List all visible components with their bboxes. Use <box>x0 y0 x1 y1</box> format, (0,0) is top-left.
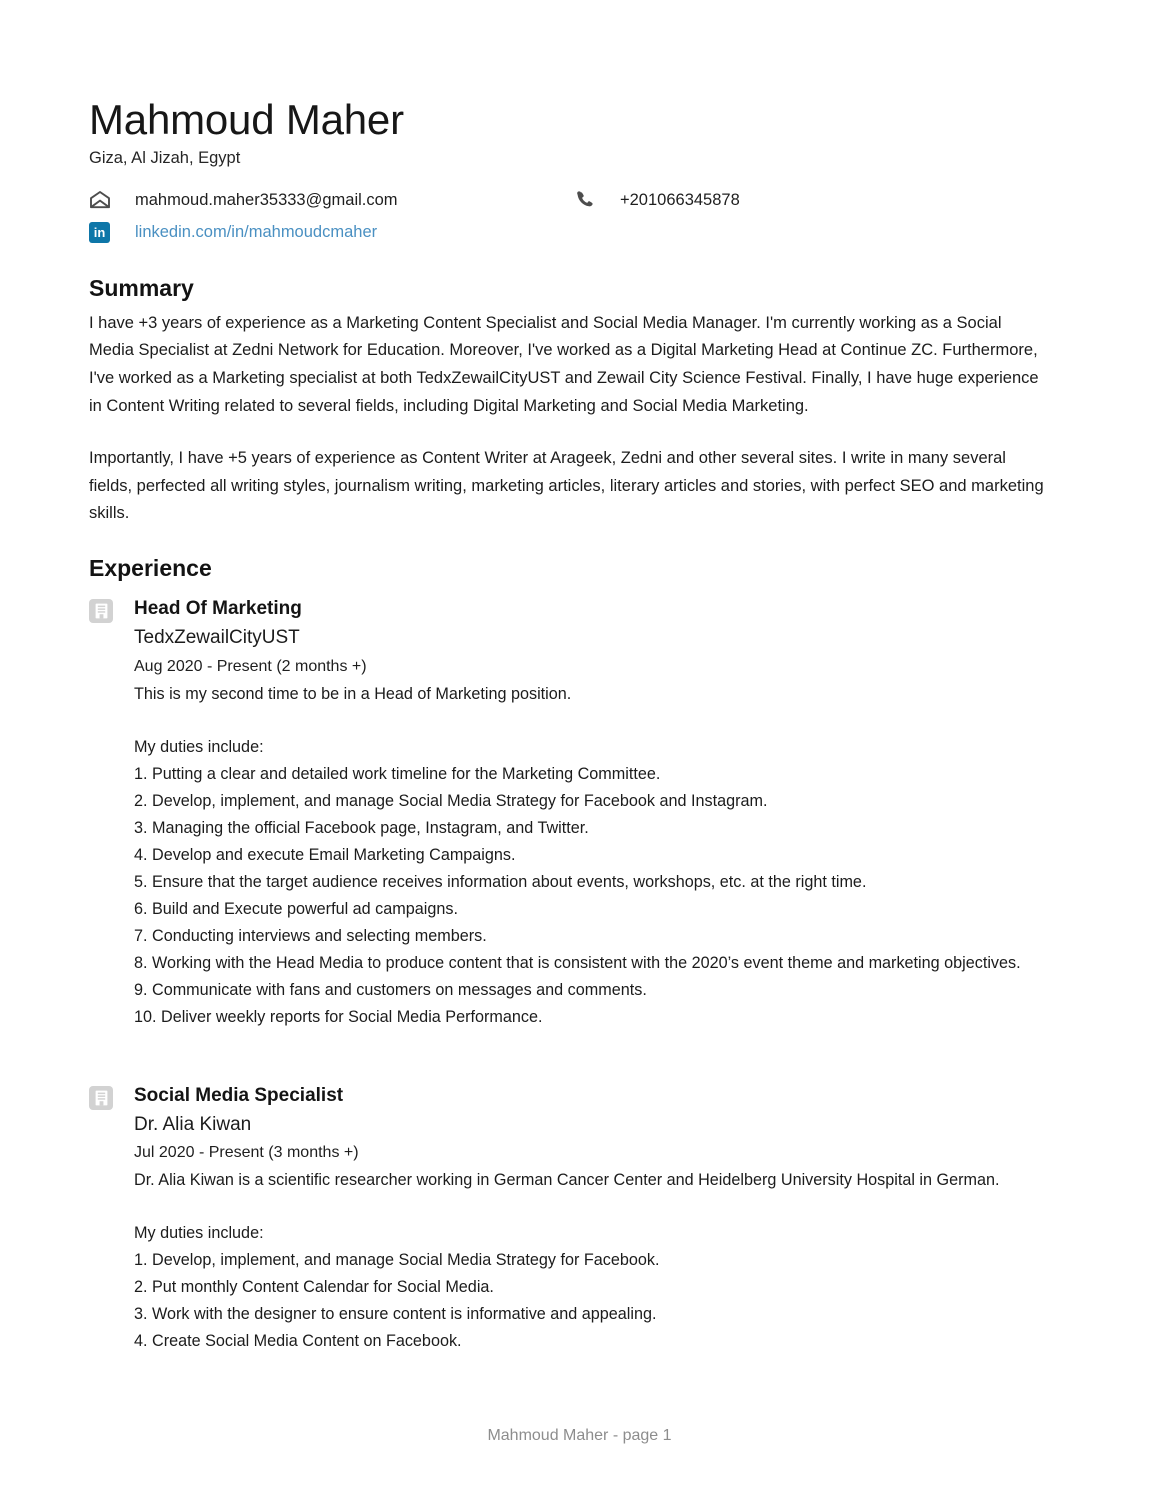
company-building-icon <box>89 1086 113 1110</box>
company-name: TedxZewailCityUST <box>134 627 300 649</box>
phone-text: +201066345878 <box>620 190 740 209</box>
contact-row-linkedin <box>89 216 1044 248</box>
duty-item: 6. Build and Execute powerful ad campaigns. <box>134 899 458 918</box>
duty-item: 10. Deliver weekly reports for Social Media Performance. <box>134 1008 543 1027</box>
candidate-name: Mahmoud Maher <box>89 96 404 143</box>
linkedin-link[interactable]: linkedin.com/in/mahmoudcmaher <box>135 222 378 241</box>
duty-item: 2. Put monthly Content Calendar for Social Media. <box>134 1278 494 1297</box>
experience-body <box>134 1083 1044 1355</box>
email-text: mahmoud.maher35333@gmail.com <box>135 190 398 209</box>
experience-item <box>89 1083 1044 1355</box>
experience-item <box>89 596 1044 1031</box>
employment-dates: Aug 2020 - Present (2 months +) <box>134 657 367 675</box>
spacer <box>134 1194 1044 1220</box>
employment-dates: Jul 2020 - Present (3 months +) <box>134 1144 359 1162</box>
linkedin-badge: in <box>89 222 110 243</box>
duty-item: 4. Develop and execute Email Marketing Campaigns. <box>134 845 516 864</box>
experience-header <box>89 1083 1044 1355</box>
summary-paragraph-1: I have +3 years of experience as a Marketing Content Specialist and Social Media Manager. I'm currently working as a Social Media Specialist at Zedni Network for Education. Moreover, I've worked as a Digital Marketing Head at Continue ZC. Furthermore, I've worked as a Marketing specialist at both TedxZewailCityUST and Zewail City Science Festival. Finally, I have huge experience in Content Writing related to several fields, including Digital Marketing and Social Media Marketing. <box>89 313 1039 415</box>
duty-item: 8. Working with the Head Media to produce content that is consistent with the 2020’s event theme and marketing objectives. <box>134 953 1021 972</box>
contact-email[interactable] <box>89 188 574 212</box>
company-building-icon <box>89 599 113 623</box>
duty-item: 4. Create Social Media Content on Facebook. <box>134 1332 462 1351</box>
duty-item: 1. Putting a clear and detailed work timeline for the Marketing Committee. <box>134 764 661 783</box>
duty-item: 3. Managing the official Facebook page, Instagram, and Twitter. <box>134 818 589 837</box>
job-description: This is my second time to be in a Head of Marketing position. <box>134 684 572 703</box>
envelope-icon <box>89 188 115 212</box>
linkedin-icon <box>89 220 115 244</box>
contact-phone[interactable] <box>574 188 740 212</box>
duty-item: 9. Communicate with fans and customers on messages and comments. <box>134 980 647 999</box>
experience-body <box>134 596 1044 1031</box>
duties-intro: My duties include: <box>134 737 264 756</box>
job-title: Head Of Marketing <box>134 598 302 620</box>
candidate-location: Giza, Al Jizah, Egypt <box>89 149 241 168</box>
section-title-summary: Summary <box>89 275 194 302</box>
duty-item: 2. Develop, implement, and manage Social Media Strategy for Facebook and Instagram. <box>134 791 768 810</box>
duty-item: 1. Develop, implement, and manage Social Media Strategy for Facebook. <box>134 1251 660 1270</box>
job-title: Social Media Specialist <box>134 1085 344 1107</box>
section-title-experience: Experience <box>89 554 212 581</box>
duties-intro: My duties include: <box>134 1224 264 1243</box>
page-footer: Mahmoud Maher - page 1 <box>487 1427 672 1444</box>
experience-header <box>89 596 1044 1031</box>
contact-row-email-phone <box>89 184 1044 216</box>
phone-icon <box>574 188 600 212</box>
job-description: Dr. Alia Kiwan is a scientific researcher working in German Cancer Center and Heidelberg University Hospital in German. <box>134 1171 1000 1190</box>
duty-item: 3. Work with the designer to ensure content is informative and appealing. <box>134 1305 657 1324</box>
duty-item: 5. Ensure that the target audience receives information about events, workshops, etc. at the right time. <box>134 872 867 891</box>
contact-details <box>89 184 1044 248</box>
company-name: Dr. Alia Kiwan <box>134 1113 252 1135</box>
spacer <box>134 708 1044 734</box>
duty-item: 7. Conducting interviews and selecting members. <box>134 926 487 945</box>
summary-paragraph-2: Importantly, I have +5 years of experience as Content Writer at Arageek, Zedni and other several sites. I write in many several fields, perfected all writing styles, journalism writing, marketing articles, literary articles and stories, with perfect SEO and marketing skills. <box>89 449 1044 523</box>
resume-content <box>89 96 1044 1355</box>
contact-linkedin[interactable] <box>89 220 574 244</box>
